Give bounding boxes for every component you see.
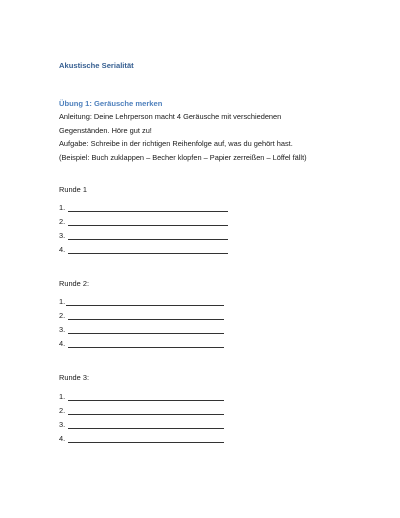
answer-blank[interactable]	[68, 233, 228, 240]
round-2-answer-2	[59, 311, 224, 320]
task-line: Aufgabe: Schreibe in der richtigen Reihenfolge auf, was du gehört hast.	[59, 139, 293, 148]
item-number: 1.	[59, 392, 66, 401]
instruction-line: Gegenständen. Höre gut zu!	[59, 125, 152, 135]
answer-blank[interactable]	[68, 341, 224, 348]
answer-blank[interactable]	[66, 299, 224, 306]
exercise-heading: Übung 1: Geräusche merken	[59, 99, 163, 108]
round-1-answer-2	[59, 217, 228, 226]
round-2-answer-3	[59, 325, 224, 334]
document-title: Akustische Serialität	[59, 61, 134, 70]
item-number: 4.	[59, 245, 66, 254]
item-number: 1.	[59, 297, 66, 306]
item-number: 4.	[59, 339, 66, 348]
item-number: 3.	[59, 325, 66, 334]
round-3-answer-2	[59, 406, 224, 415]
round-3-label: Runde 3:	[59, 373, 89, 382]
instruction-line: Anleitung: Deine Lehrperson macht 4 Geräusche mit verschiedenen	[59, 112, 282, 121]
answer-blank[interactable]	[68, 394, 224, 401]
item-number: 2.	[59, 217, 66, 226]
answer-blank[interactable]	[68, 436, 224, 443]
answer-blank[interactable]	[68, 205, 228, 212]
example-line: (Beispiel: Buch zuklappen – Becher klopfen – Papier zerreißen – Löffel fällt)	[59, 152, 307, 162]
round-1-answer-1	[59, 203, 228, 212]
answer-blank[interactable]	[68, 327, 224, 334]
item-number: 3.	[59, 420, 66, 429]
item-number: 1.	[59, 203, 66, 212]
round-1-answer-4	[59, 245, 228, 254]
round-2-answer-4	[59, 339, 224, 348]
item-number: 2.	[59, 406, 66, 415]
answer-blank[interactable]	[68, 408, 224, 415]
round-1-label: Runde 1	[59, 185, 87, 194]
answer-blank[interactable]	[68, 219, 228, 226]
round-3-answer-1	[59, 392, 224, 401]
answer-blank[interactable]	[68, 313, 224, 320]
answer-blank[interactable]	[68, 247, 228, 254]
answer-blank[interactable]	[68, 422, 224, 429]
round-2-answer-1	[59, 297, 224, 306]
round-3-answer-3	[59, 420, 224, 429]
round-2-label: Runde 2:	[59, 279, 89, 288]
item-number: 3.	[59, 231, 66, 240]
round-1-answer-3	[59, 231, 228, 240]
item-number: 2.	[59, 311, 66, 320]
item-number: 4.	[59, 434, 66, 443]
round-3-answer-4	[59, 434, 224, 443]
